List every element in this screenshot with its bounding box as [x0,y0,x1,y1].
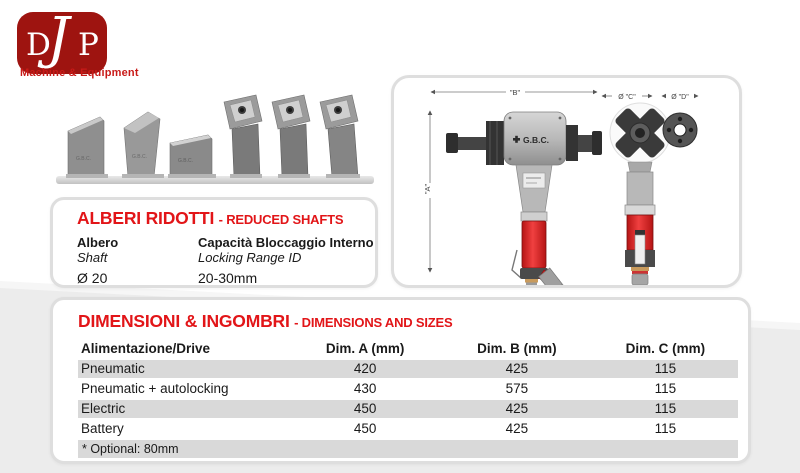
cell-dim-b: 425 [505,401,529,416]
spec-shaft-label-it: Albero [77,235,119,250]
cell-drive: Electric [81,401,126,416]
cell-dim-c: 115 [654,421,677,436]
cell-drive: Pneumatic [81,361,145,376]
table-footnote: * Optional: 80mm [78,440,738,458]
dimensions-table [78,339,738,458]
flat-blade-image-2 [122,112,164,178]
spec-locking-range [198,235,375,286]
tool-technical-drawing [394,78,739,285]
technical-drawing-panel [391,75,742,288]
spec-shaft-value: Ø 20 [77,270,108,286]
cell-dim-b: 575 [505,381,529,396]
col-header-dim-c: Dim. C (mm) [625,341,706,356]
spec-locking-label-it: Capacità Bloccaggio Interno [198,235,374,250]
blade-marking-text: G.B.C. [178,158,194,164]
djp-logo [17,6,107,74]
spec-locking-value: 20-30mm [198,270,258,286]
spec-shaft [77,235,198,286]
dimension-a-label: "A" [423,183,432,195]
table-row [78,360,738,378]
cell-dim-a: 420 [353,361,377,376]
insert-holder-image-2 [272,95,310,178]
title-english: - REDUCED SHAFTS [218,212,344,227]
table-row [78,400,738,418]
blade-marking-text: G.B.C. [76,156,92,162]
cell-dim-a: 430 [353,381,377,396]
title-english: - DIMENSIONS AND SIZES [294,315,453,330]
tool-brand-label: G.B.C. [523,135,549,145]
dimension-c-label: Ø "C" [618,94,636,101]
cell-dim-a: 450 [353,421,377,436]
dimensions-panel [50,297,751,464]
dimensions-title [78,311,748,332]
reduced-shafts-panel [50,197,378,288]
title-italian: ALBERI RIDOTTI [77,208,215,228]
table-header-row [78,339,738,360]
cell-dim-a: 450 [353,401,377,416]
dimension-b-label: "B" [509,88,521,97]
dimension-d-label: Ø "D" [671,94,689,101]
flat-blade-image-1 [66,117,108,178]
title-italian: DIMENSIONI & INGOMBRI [78,311,290,331]
tool-front-view [610,103,670,285]
logo-letter-j: J [47,6,70,71]
insert-holder-image-1 [224,95,262,178]
cell-dim-c: 115 [654,361,677,376]
flange-front-view [663,113,697,147]
cell-drive: Pneumatic + autolocking [81,381,229,396]
cell-dim-b: 425 [505,421,529,436]
reduced-shafts-specs [77,235,375,286]
logo-tagline: Machine & Equipment [20,67,139,79]
col-header-dim-a: Dim. A (mm) [325,341,405,356]
tool-side-view [446,112,602,285]
insert-holder-image-3 [320,95,360,178]
table-row [78,420,738,438]
col-header-drive: Alimentazione/Drive [81,341,211,356]
cell-dim-b: 425 [505,361,529,376]
reduced-shafts-title [77,208,375,229]
blade-marking-text: G.B.C. [132,154,148,160]
logo-letter-p: P [78,27,99,63]
reduced-shafts-photos [52,86,372,186]
cell-dim-c: 115 [654,401,677,416]
table-row [78,380,738,398]
cell-drive: Battery [81,421,124,436]
logo-letter-d: D [26,27,51,63]
spec-shaft-label-en: Shaft [77,250,108,265]
cell-dim-c: 115 [654,381,677,396]
col-header-dim-b: Dim. B (mm) [477,341,557,356]
flat-blade-image-3 [168,135,216,178]
spec-locking-label-en: Locking Range ID [198,250,302,265]
